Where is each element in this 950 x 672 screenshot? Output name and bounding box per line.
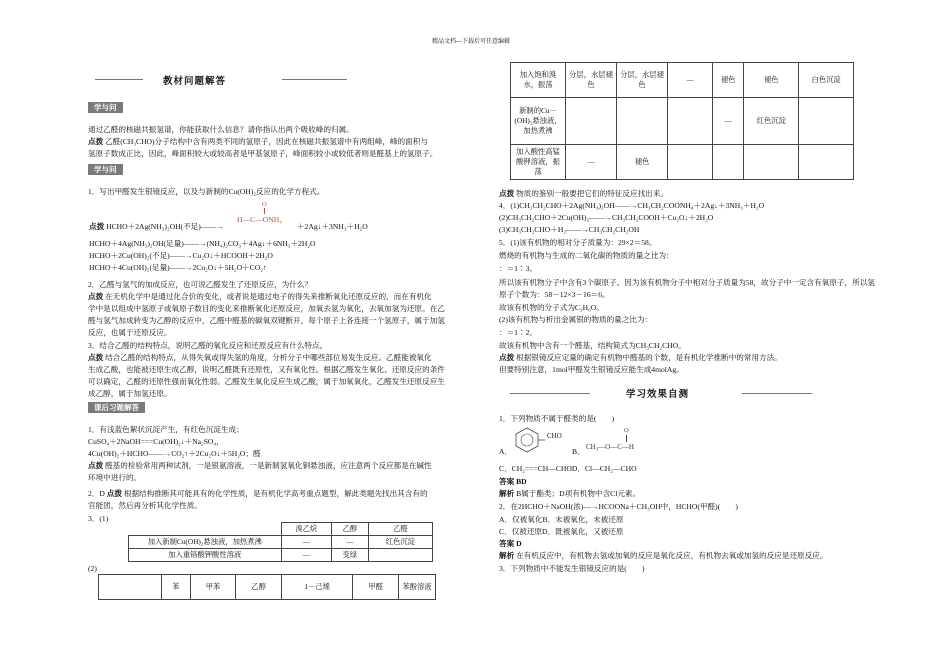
answer-1-line1: 点拨 乙醛(CH₃CHO)分子结构中含有两类不同的氢原子，因此在核磁共振氢谱中有两组峰，峰的面积与 [88,137,428,146]
table-cell [668,145,713,180]
table-cell: 变绿 [332,549,369,562]
homework-1-note2: 环境中进行的。 [88,473,142,482]
r-5-3: ：＝1∶3。 [499,264,537,273]
table-cell: — [668,63,713,98]
page-header: 精品文档---下载后可任意编辑 [432,39,510,45]
s-q1-answer: 答案 BD [499,477,527,486]
section-title-materials: 教材问题解答 [163,77,227,87]
table-cell: 加入新制Cu(OH)₂悬浊液，加热煮沸 [129,536,282,549]
homework-1-eq1: CuSO₄＋2NaOH===Cu(OH)₂↓＋Na₂SO₄， [88,437,224,446]
s-q1-a: A． [499,447,513,456]
table-cell [99,575,162,600]
homework-3: 3．(1) [88,514,109,523]
formate-struct-o: O [262,201,267,208]
table-cell: 褪色 [617,145,668,180]
answer-4-line3: 可以确定，乙醛的还原性强而氧化性弱。乙醛发生氧化反应生成乙酸，属于加氧氧化，乙醛发生还原反应生 [88,377,445,386]
table-cell [566,98,617,145]
eq-2: HCHO＋4Ag(NH₃)₂OH(足量)——→(NH₄)₂CO₃＋4Ag↓＋6NH₃＋2H₂O [89,239,316,248]
s-q1-b-o: O [624,427,629,434]
table-cell: 分层，水层褪色 [617,63,668,98]
table-row [129,549,433,562]
answer-3-line3: 醛与氢气加成转变为乙醇的反应中，乙醛中醛基的碳氧双键断开，每个原子上各连接一个氢原子，属于加氢 [88,316,445,325]
table-cell: 苯 [162,575,191,600]
answer-1-line2: 氢原子数成正比，因此，峰面积较大或较高者是甲基氢原子，峰面积较小或较低者则是醛基上的氢原子。 [88,149,438,158]
table-cell: 褪色 [713,63,744,98]
table-cell: 乙醇 [332,523,369,536]
r-5-1: 5．(1)该有机物的相对分子质量为：29×2＝58。 [499,238,657,247]
table-row [129,523,433,536]
table-cell: 苯酚溶液 [399,575,436,600]
table-cell: 加入饱和溴水，振荡 [511,63,566,98]
s-q1-b: B． [572,447,585,456]
question-3: 2．乙醛与氢气的加成反应，也可说乙醛发生了还原反应，为什么？ [88,280,313,289]
s-q1-cd: C．CH₂===CH—CHOD．Cl—CH₂—CHO [499,464,637,473]
section-title-selftest: 学习效果自测 [626,390,690,400]
table-cell: 红色沉淀 [744,98,799,145]
table-row [511,98,854,145]
s-q2-ab: A．仅被氧化B．未被氧化，未被还原 [499,515,624,524]
s-q2-answer: 答案 D [499,539,522,548]
table-cell: 分层，水层褪色 [566,63,617,98]
label-study-ask-1: 学与问 [88,102,123,113]
s-q1-a-struct: CHO [547,432,562,440]
label-study-ask-2: 学与问 [88,164,123,175]
r-5-9: 故该有机物中含有一个醛基，结构简式为CH₃CH₂CHO。 [499,341,686,350]
table-cell [668,98,713,145]
s-q1-b-bond [626,435,627,442]
r-5-7: (2)该有机物与析出金属银的物质的量之比为： [499,315,653,324]
table-cell [799,98,854,145]
table-cell: 1－己烯 [282,575,353,600]
s-q2-explain: 解析 在有机反应中，有机物去氢或加氧的反应是氧化反应，有机物去氧或加氢的反应是还原反应。 [499,551,828,560]
r-eq-4-3: (3)CH₃CH₂CHO＋H₂——→CH₃CH₂CH₂OH [499,225,640,234]
table-cell [129,523,282,536]
label-homework: 课后习题解答 [88,402,145,413]
table-cell: — [281,536,332,549]
title-rule-left-2 [510,393,590,394]
s-q1-b-struct: CH₃—O—C—H [586,443,634,451]
s-q3: 3．下列物质中不能发生银镜反应的是( ) [499,564,645,573]
table-2 [98,574,436,600]
homework-3-part2: (2) [88,564,97,573]
r-eq-4-1: 4．(1)CH₃CH₂CHO＋2Ag(NH₃)₂OH——→CH₃CH₂COONH₄＋2Ag↓＋3NH₃＋H₂O [499,201,765,210]
r-5-5: 原子个数为：58－12×3－16＝6。 [499,290,610,299]
benzene-ring-icon [513,426,545,454]
r-5-2: 燃烧的有机物与生成的二氧化碳的物质的量之比为： [499,251,674,260]
r-note-2: 点拨 根据银镜反应定量的确定有机物中醛基的个数，是有机化学推断中的常用方法。 [499,353,782,362]
title-rule-left [95,79,143,80]
r-note-1: 点拨 物质的鉴别一般要把它们的特征反应找出来。 [499,189,668,198]
table-cell: 红色沉淀 [368,536,432,549]
s-q1-explain: 解析 B属于酯类；D项有机物中含Cl元素。 [499,489,641,498]
table-cell: — [713,98,744,145]
table-cell: 溴乙烷 [281,523,332,536]
title-rule-right [282,79,347,80]
homework-2-line2: 官能团，然后再分析其化学性质。 [88,501,202,510]
table-cell: — [281,549,332,562]
eq-1-right: ＋2Ag↓＋3NH₃＋H₂O [297,222,368,231]
answer-4-line1: 点拨 结合乙醛的结构特点，从得失氧或得失氢的角度，分析分子中哪些部位易发生反应。乙醛能被氧化 [88,353,432,362]
answer-3-line2: 学中是以组成中氢原子或氧原子数目的变化来推断氧化还原反应，加氧去氢为氧化，去氧加氢为还原。在乙 [88,304,445,313]
s-q2-cd: C．仅被还原D．既被氧化，又被还原 [499,527,624,536]
eq-4: HCHO＋4Cu(OH)₂(足量)——→2Cu₂O↓＋5H₂O＋CO₂↑ [89,263,267,272]
table-cell [368,549,432,562]
table-cell: — [332,536,369,549]
table-1 [128,522,433,562]
table-cell: 褪色 [744,63,799,98]
formate-struct-line: H—C—ONH₄ [237,215,282,224]
answer-3-line1: 点拨 在无机化学中是通过化合价的变化，或者说是通过电子的得失来推断氧化还原反应的，而在有机化 [88,292,432,301]
table-3 [510,62,854,180]
r-note-3: 但要特别注意，1mol甲醛发生银镜反应能生成4molAg。 [499,365,684,374]
eq-1-left: 点拨 HCHO＋2Ag(NH₃)₂OH(不足)——→ [89,222,224,231]
table-cell [713,145,744,180]
table-cell: 乙醇 [236,575,282,600]
question-2: 1．写出甲醛发生银镜反应，以及与新制的Cu(OH)₂反应的化学方程式。 [88,187,325,196]
table-cell [617,98,668,145]
eq-3: HCHO＋2Cu(OH)₂(不足)——→Cu₂O↓＋HCOOH＋2H₂O [89,251,273,260]
table-cell [744,145,799,180]
r-5-6: 故该有机物的分子式为C₃H₆O。 [499,303,604,312]
answer-3-line4: 反应，也属于还原反应。 [88,328,172,337]
table-cell: 新制的Cu－(OH)₂悬浊液，加热煮沸 [511,98,566,145]
answer-4-line2: 生成乙酸，也能被还原生成乙醇，说明乙醛既有还原性，又有氧化性。根据乙醛发生氧化、还原反应的条件 [88,365,445,374]
table-row [99,575,436,600]
table-row [511,145,854,180]
homework-1-note1: 点拨 醛基的检验常用两种试剂，一是银氨溶液，一是新制氢氧化铜悬浊液，应注意两个反应都是在碱性 [88,461,432,470]
table-cell: 白色沉淀 [799,63,854,98]
question-1: 通过乙醛的核磁共振氢谱，你能获取什么信息？请你指认出两个吸收峰的归属。 [88,125,354,134]
s-q1: 1．下列物质不属于醛类的是( ) [499,414,615,423]
question-4: 3．结合乙醛的结构特点，说明乙醛的氧化反应和还原反应有什么特点。 [88,341,328,350]
homework-2-line1: 2．D 点拨 根据结构推断其可能具有的化学性质，是有机化学高考重点题型，解此类题先找出其含有的 [88,489,428,498]
answer-4-line4: 成乙醇，属于加氢还原。 [88,389,172,398]
s-q2: 2．在2HCHO＋NaOH(浓)—→HCOONa＋CH₃OH中，HCHO(甲醛)( ) [499,502,738,511]
table-row [129,536,433,549]
table-cell [799,145,854,180]
table-cell: 甲苯 [190,575,236,600]
table-cell: — [566,145,617,180]
title-rule-right-2 [742,393,812,394]
table-cell: 加入重铬酸钾酸性溶液 [129,549,282,562]
table-cell: 乙醛 [368,523,432,536]
r-5-4: 所以该有机物分子中含有3个碳原子。因为该有机物分子中相对分子质量为58，故分子中一定含有氧原子，所以氢 [499,278,875,287]
homework-1: 1．有浅蓝色絮状沉淀产生，有红色沉淀生成； [88,425,244,434]
table-row [511,63,854,98]
table-cell: 甲醛 [353,575,399,600]
homework-1-eq2: 4Cu(OH)₂＋HCHO——→CO₂↑＋2Cu₂O↓＋5H₂O；醛 [88,449,261,458]
r-eq-4-2: (2)CH₃CH₂CHO＋2Cu(OH)₂——→CH₃CH₂COOH＋Cu₂O↓＋2H₂O [499,213,714,222]
r-5-8: ：＝1∶2。 [499,328,537,337]
table-cell: 加入酸性高锰酸钾溶液，振荡 [511,145,566,180]
